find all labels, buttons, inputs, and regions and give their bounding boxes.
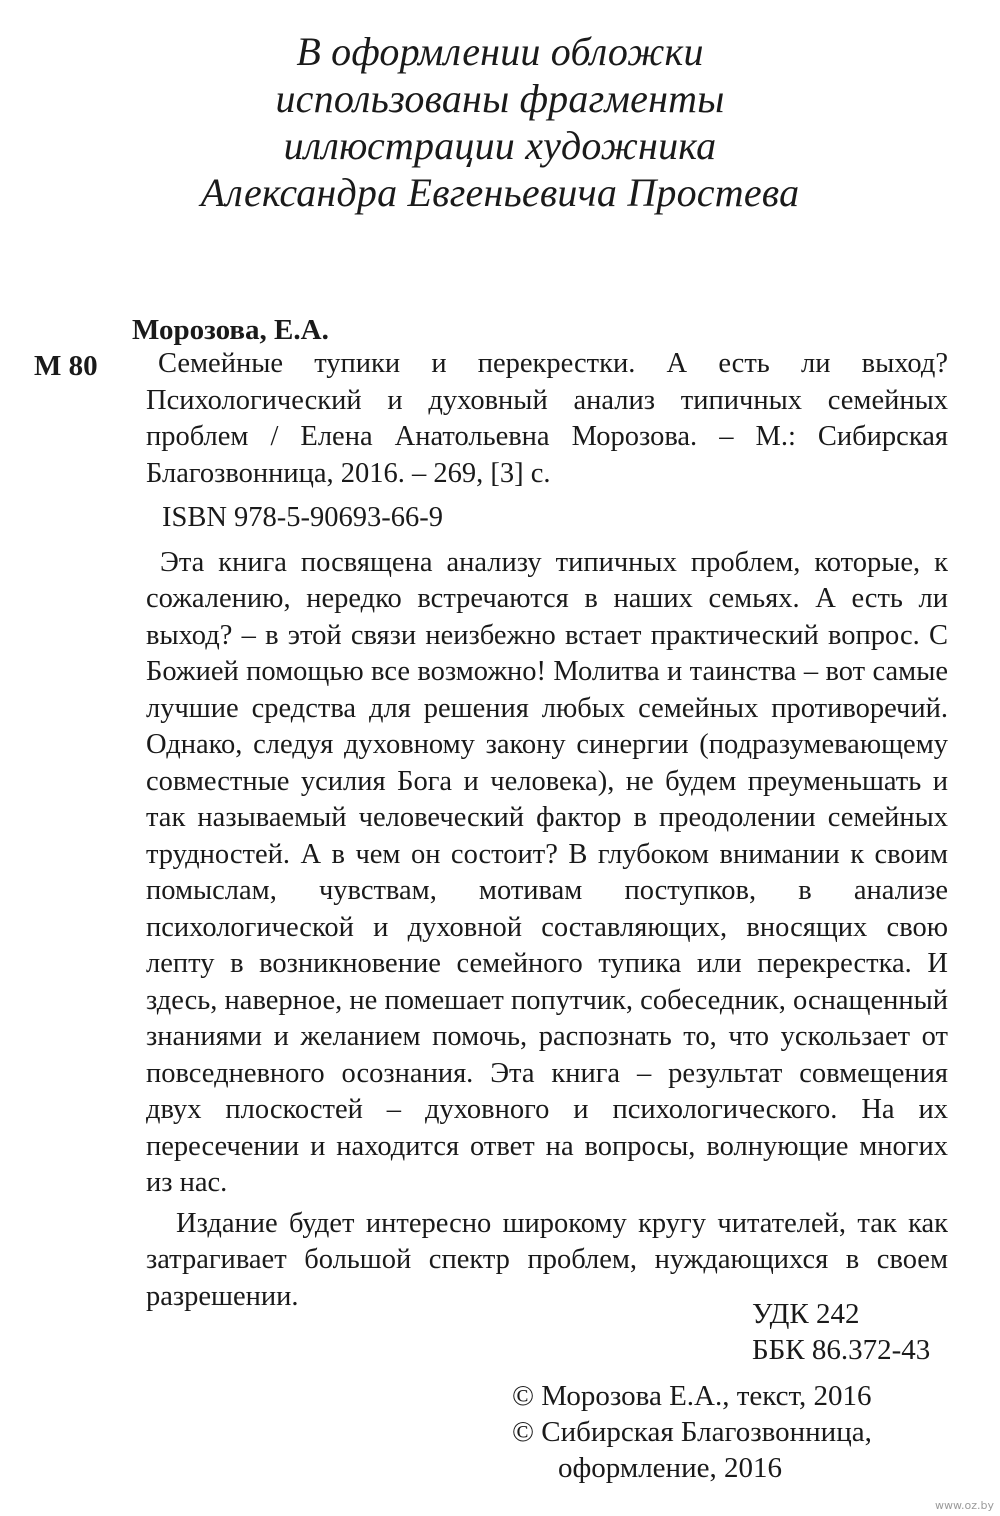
annotation-paragraph: Эта книга посвящена анализу типичных проблем, которые, к сожалению, нередко встречаются в наших семьях. А есть ли выход? – в этой связи неизбежно встает практический вопрос. С Божией помощью все возможно! Молитва и таинства – вот самые лучшие средства для решения любых семейных противоречий. Однако, следуя духовному закону синергии (подразумевающему совместные усилия Бога и человека), не будем преуменьшать и так называемый человеческий фактор в преодолении семейных трудностей. А в чем он состоит? В глубоком внимании к своим помыслам, чувствам, мотивам поступков, в анализе психологической и духовной составляющих, вносящих свою лепту в возникновение семейного тупика или перекрестка. И здесь, наверное, не помешает попутчик, собеседник, оснащенный знаниями и желанием помочь, распознать то, что ускользает от повседневного осознания. Эта книга – результат совмещения двух плоскостей – духовного и психологического. На их пересечении и находится ответ на вопросы, волнующие многих из нас. (146, 546, 948, 1198)
classification-codes (752, 1296, 930, 1368)
annotation-paragraph: Издание будет интересно широкому кругу читателей, так как затрагивает большой спектр проблем, нуждающихся в своем разрешении. (146, 1207, 948, 1312)
copyright-notice (512, 1378, 872, 1486)
cover-credit-line: иллюстрации художника (283, 123, 717, 168)
cover-credit-line: В оформлении обложки (296, 29, 704, 74)
author-name: Морозова, Е.А. (132, 314, 329, 346)
bbk-code: ББК 86.372-43 (752, 1334, 931, 1366)
udk-code: УДК 242 (752, 1298, 860, 1330)
copyright-line: © Сибирская Благозвонница, (512, 1416, 872, 1448)
main-text-block (146, 346, 948, 1315)
bibliographic-entry: Семейные тупики и перекрестки. А есть ли выход? Психологический и духовный анализ типичных семейных проблем / Елена Анатольевна Морозова. – М.: Сибирская Благозвонница, 2016. – 269, [3] с. (146, 348, 948, 489)
copyright-line: оформление, 2016 (558, 1452, 782, 1484)
copyright-line: © Морозова Е.А., текст, 2016 (512, 1380, 872, 1412)
cover-credit (0, 28, 1000, 216)
catalog-code: М 80 (34, 350, 98, 382)
cover-credit-line: использованы фрагменты (275, 76, 725, 121)
isbn: ISBN 978-5-90693-66-9 (162, 502, 444, 533)
watermark: www.oz.by (935, 1499, 994, 1512)
cover-credit-line: Александра Евгеньевича Простева (200, 170, 800, 215)
